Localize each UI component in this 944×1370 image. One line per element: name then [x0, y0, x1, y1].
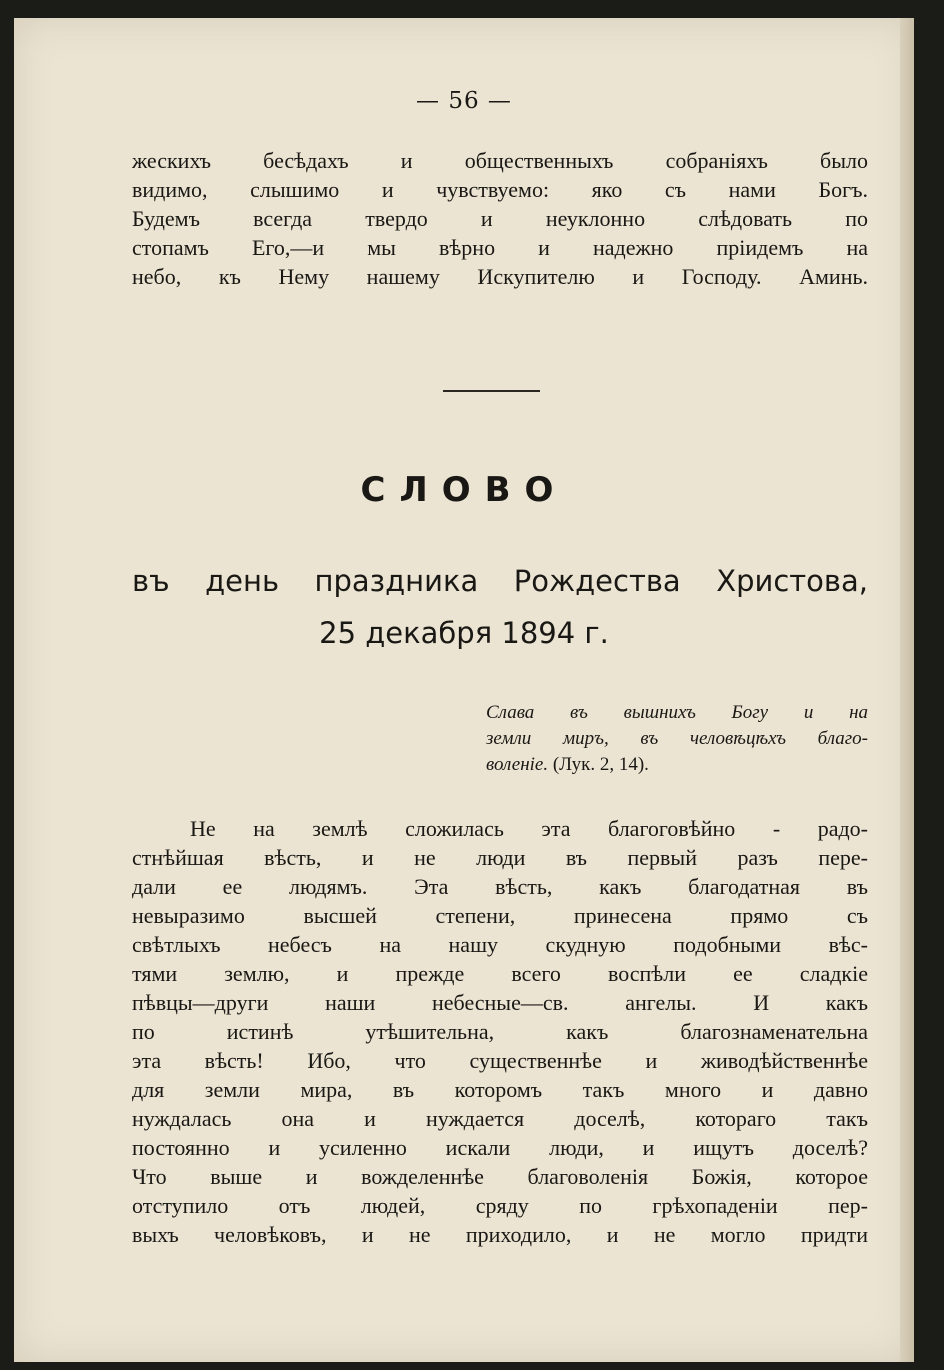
epigraph: [486, 700, 868, 778]
epigraph-line: Слава въ вышнихъ Богу и на: [486, 702, 868, 723]
text-line: тями землю, и прежде всего воспѣли ее сладкіе: [132, 961, 868, 986]
text-line: жескихъ бесѣдахъ и общественныхъ собраніяхъ было: [132, 148, 868, 173]
text-line: Не на землѣ сложилась эта благоговѣйно - радо-: [190, 816, 868, 841]
text-line: по истинѣ утѣшительна, какъ благознаменательна: [132, 1019, 868, 1044]
text-line: пѣвцы—други наши небесные—св. ангелы. И какъ: [132, 990, 868, 1015]
text-line: свѣтлыхъ небесъ на нашу скудную подобными вѣс-: [132, 932, 868, 957]
sermon-date: 25 декабря 1894 г.: [319, 616, 609, 650]
sermon-title: СЛОВО: [360, 470, 568, 510]
sermon-subtitle: въ день праздника Рождества Христова,: [132, 564, 868, 598]
text-line: стнѣйшая вѣсть, и не люди въ первый разъ пере-: [132, 845, 868, 870]
text-line: дали ее людямъ. Эта вѣсть, какъ благодатная въ: [132, 874, 868, 899]
book-page: [14, 18, 914, 1362]
text-line: стопамъ Его,—и мы вѣрно и надежно пріидемъ на: [132, 235, 868, 260]
text-line: нуждалась она и нуждается доселѣ, котораго такъ: [132, 1106, 868, 1131]
page-edge: [900, 18, 914, 1362]
text-line: Что выше и вожделеннѣе благоволенія Божія, которое: [132, 1164, 868, 1189]
text-line: эта вѣсть! Ибо, что существеннѣе и живодѣйственнѣе: [132, 1048, 868, 1073]
body-paragraph: [132, 814, 868, 1249]
text-line: видимо, слышимо и чувствуемо: яко съ нами Богъ.: [132, 177, 868, 202]
page-number: — 56 —: [416, 88, 512, 114]
closing-paragraph: [132, 146, 868, 291]
epigraph-line-last: [486, 752, 868, 778]
text-line: постоянно и усиленно искали люди, и ищутъ доселѣ?: [132, 1135, 868, 1160]
text-line: невыразимо высшей степени, принесена прямо съ: [132, 903, 868, 928]
text-line: небо, къ Нему нашему Искупителю и Господу. Аминь.: [132, 264, 868, 289]
epigraph-line: воленіе.: [486, 754, 549, 775]
section-divider: [443, 390, 540, 392]
epigraph-line: земли миръ, въ человѣцѣхъ благо-: [486, 728, 868, 749]
text-line: отступило отъ людей, сряду по грѣхопаденіи пер-: [132, 1193, 868, 1218]
text-line: выхъ человѣковъ, и не приходило, и не могло придти: [132, 1222, 868, 1247]
text-line: для земли мира, въ которомъ такъ много и давно: [132, 1077, 868, 1102]
text-line: Будемъ всегда твердо и неуклонно слѣдовать по: [132, 206, 868, 231]
epigraph-reference: (Лук. 2, 14).: [548, 754, 649, 775]
